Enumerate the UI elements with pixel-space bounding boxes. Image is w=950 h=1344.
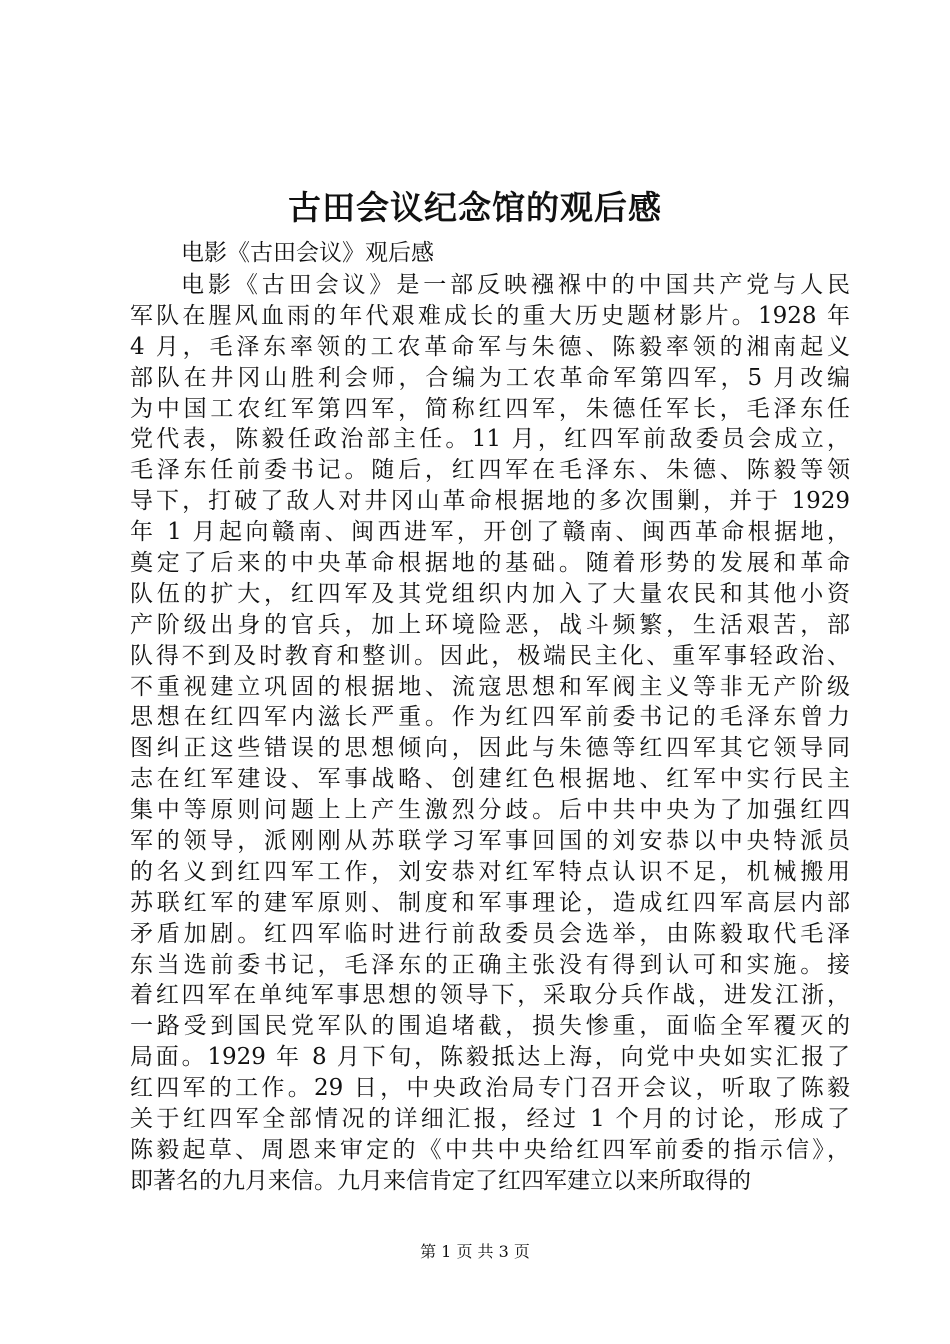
- body-line: 一路受到国民党军队的围追堵截，损失惨重，面临全军覆灭的: [130, 1013, 850, 1040]
- body-line: 党代表，陈毅任政治部主任。11 月，红四军前敌委员会成立，: [130, 426, 850, 453]
- body-line: 毛泽东任前委书记。随后，红四军在毛泽东、朱德、陈毅等领: [130, 457, 850, 484]
- body-line: 东当选前委书记，毛泽东的正确主张没有得到认可和实施。接: [130, 951, 850, 978]
- body-line: 电影《古田会议》是一部反映襁褓中的中国共产党与人民: [181, 272, 850, 298]
- body-line: 导下，打破了敌人对井冈山革命根据地的多次围剿，并于 1929: [130, 488, 850, 515]
- body-line: 矛盾加剧。红四军临时进行前敌委员会选举，由陈毅取代毛泽: [130, 920, 850, 947]
- body-line: 部队在井冈山胜利会师，合编为工农革命军第四军，5 月改编: [130, 364, 850, 391]
- body-line: 队伍的扩大，红四军及其党组织内加入了大量农民和其他小资: [130, 580, 850, 607]
- body-line: 年 1 月起向赣南、闽西进军，开创了赣南、闽西革命根据地，: [130, 519, 850, 546]
- body-line: 着红四军在单纯军事思想的领导下，采取分兵作战，进发江浙，: [130, 982, 850, 1009]
- document-subtitle: 电影《古田会议》观后感: [181, 240, 434, 266]
- body-line: 军队在腥风血雨的年代艰难成长的重大历史题材影片。1928 年: [130, 302, 850, 329]
- body-line: 产阶级出身的官兵，加上环境险恶，战斗频繁，生活艰苦，部: [130, 611, 850, 638]
- body-line: 集中等原则问题上上产生激烈分歧。后中共中央为了加强红四: [130, 797, 850, 824]
- body-line: 红四军的工作。29 日，中央政治局专门召开会议，听取了陈毅: [130, 1075, 850, 1102]
- document-body: [130, 270, 850, 1197]
- body-line: 思想在红四军内滋长严重。作为红四军前委书记的毛泽东曾力: [130, 704, 850, 731]
- body-line: 局面。1929 年 8 月下旬，陈毅抵达上海，向党中央如实汇报了: [130, 1044, 850, 1071]
- body-line: 不重视建立巩固的根据地、流寇思想和军阀主义等非无产阶级: [130, 673, 850, 700]
- body-line: 关于红四军全部情况的详细汇报，经过 1 个月的讨论，形成了: [130, 1106, 850, 1133]
- body-line: 即著名的九月来信。九月来信肯定了红四军建立以来所取得的: [130, 1167, 751, 1194]
- page-number: 第 1 页 共 3 页: [420, 1242, 530, 1261]
- body-line: 陈毅起草、周恩来审定的《中共中央给红四军前委的指示信》，: [130, 1136, 850, 1163]
- body-line: 军的领导，派刚刚从苏联学习军事回国的刘安恭以中央特派员: [130, 828, 850, 855]
- body-line: 为中国工农红军第四军，简称红四军，朱德任军长，毛泽东任: [130, 395, 850, 422]
- body-line: 的名义到红四军工作，刘安恭对红军特点认识不足，机械搬用: [130, 858, 850, 885]
- body-line: 图纠正这些错误的思想倾向，因此与朱德等红四军其它领导同: [130, 735, 850, 762]
- document-title: 古田会议纪念馆的观后感: [288, 188, 662, 227]
- body-line: 奠定了后来的中央革命根据地的基础。随着形势的发展和革命: [130, 550, 850, 577]
- body-line: 队得不到及时教育和整训。因此，极端民主化、重军事轻政治、: [130, 642, 850, 669]
- body-line: 苏联红军的建军原则、制度和军事理论，造成红四军高层内部: [130, 889, 850, 916]
- body-line: 4 月，毛泽东率领的工农革命军与朱德、陈毅率领的湘南起义: [130, 333, 850, 360]
- body-line: 志在红军建设、军事战略、创建红色根据地、红军中实行民主: [130, 766, 850, 793]
